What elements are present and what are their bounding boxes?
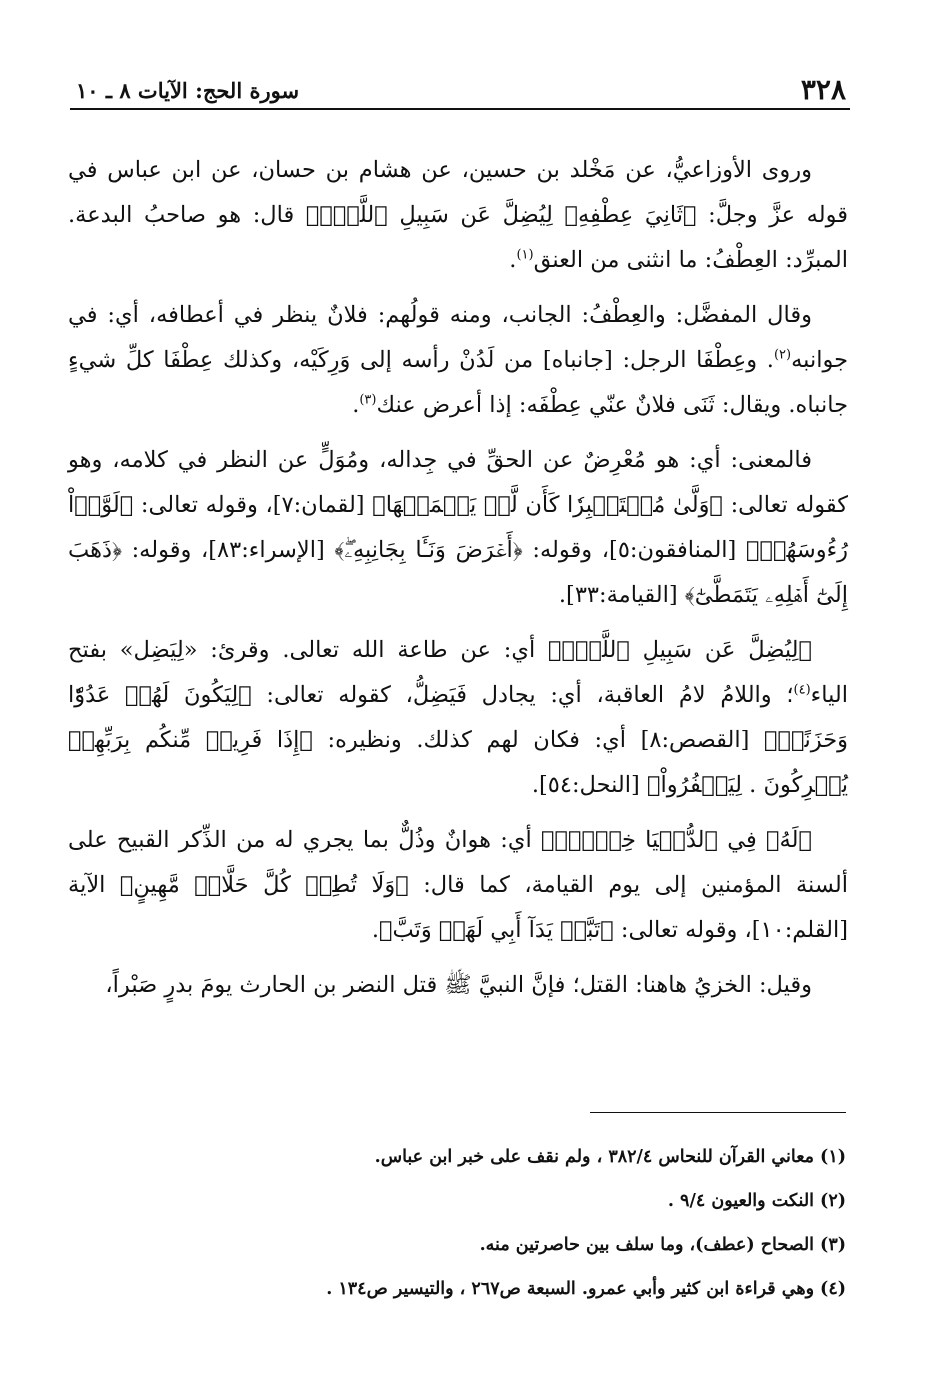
footnote-ref-3: (٣) [359, 392, 377, 408]
footnote-divider [590, 1112, 846, 1113]
quran-verse: ﴿ثَانِيَ عِطْفِهِۦ لِيُضِلَّ عَن سَبِيلِ ٱللَّهِۖ﴾ [305, 202, 697, 228]
paragraph-1: وروى الأوزاعيُّ، عن مَخْلد بن حسين، عن هشام بن حسان، عن ابن عباس في قوله عزَّ وجلَّ: ﴿ثَانِيَ عِطْفِهِۦ لِيُضِلَّ عَن سَبِيلِ ٱللَّهِۖ﴾ قال: هو صاحبُ البدعة. المبرِّد: العِطْفُ: ما انثنى من العنق$^{(١)}$. [68, 157, 848, 273]
quran-verse: ﴿لَهُۥ فِي ٱلدُّنۡيَا خِزۡيٞۖ﴾ [540, 827, 812, 853]
footnote-1: (١)معاني القرآن للنحاس ٣٨٢/٤ ، ولم نقف على خبر ابن عباس. [374, 1147, 846, 1167]
paragraph-2: وقال المفضَّل: والعِطْفُ: الجانب، ومنه قولُهم: فلانٌ ينظر في أعطافه، أي: في جوانبه$^{(٢)}$. وعِطْفَا الرجل: [جانباه] من لَدُنْ رأسه إلى وَرِكَيْه، وكذلك عِطْفَا كلِّ شيءٍ جانباه. ويقال: ثَنَى فلانٌ عنّي عِطْفَه: إذا أعرض عنك$^{(٣)}$. [68, 302, 848, 418]
footnote-3: (٣)الصحاح (عطف)، وما سلف بين حاصرتين منه. [479, 1235, 846, 1255]
quran-verse: ﴿وَلَا تُطِعۡ كُلَّ حَلَّافٖ مَّهِينٍ﴾ [119, 872, 409, 898]
quran-verse: ﴿أَعۡرَضَ وَنَـَٔا بِجَانِبِهِۦۖ﴾ [334, 537, 523, 563]
footnote-2: (٢)النكت والعيون ٩/٤ . [667, 1191, 846, 1211]
footnote-ref-1: (١) [516, 247, 534, 263]
page-number: ٣٢٨ [800, 73, 846, 106]
main-text [68, 148, 848, 1018]
quran-verse: ﴿وَلَّىٰ مُسۡتَكۡبِرٗا كَأَن لَّمۡ يَسۡمَعۡهَا﴾ [372, 492, 723, 518]
paragraph-5: ﴿لَهُۥ فِي ٱلدُّنۡيَا خِزۡيٞۖ﴾ أي: هوانٌ وذُلٌّ بما يجري له من الذِّكر القبيح على ألسنة المؤمنين إلى يوم القيامة، كما قال: ﴿وَلَا تُطِعۡ كُلَّ حَلَّافٖ مَّهِينٍ﴾ الآية [القلم:١٠]، وقوله تعالى: ﴿تَبَّتۡ يَدَآ أَبِي لَهَبٖ وَتَبَّ﴾. [68, 827, 848, 943]
quran-verse: ﴿تَبَّتۡ يَدَآ أَبِي لَهَبٖ وَتَبَّ﴾ [379, 917, 614, 943]
quran-verse: ﴿إِذَا فَرِيقٞ مِّنكُم بِرَبِّهِمۡ يُشۡرِكُونَ . لِيَكۡفُرُواْ﴾ [68, 727, 848, 798]
paragraph-6: وقيل: الخزيُ هاهنا: القتل؛ فإنَّ النبيَّ ﷺ قتل النضر بن الحارث يومَ بدرٍ صَبْراً، [105, 972, 812, 998]
footnote-ref-2: (٢) [773, 347, 792, 363]
footnote-ref-4: (٤) [793, 682, 811, 698]
paragraph-4: ﴿لِيُضِلَّ عَن سَبِيلِ ٱللَّهِۖ﴾ أي: عن طاعة الله تعالى. وقرئ: «لِيَضِل» بفتح الياء$^{(٤)}$؛ واللامُ لامُ العاقبة، أي: يجادل فَيَضِلُّ، كقوله تعالى: ﴿لِيَكُونَ لَهُمۡ عَدُوّٗا وَحَزَنًاۗ﴾ [القصص:٨] أي: فكان لهم كذلك. ونظيره: ﴿إِذَا فَرِيقٞ مِّنكُم بِرَبِّهِمۡ يُشۡرِكُونَ . لِيَكۡفُرُواْ﴾ [النحل:٥٤]. [68, 637, 849, 798]
quran-verse: ﴿لِيُضِلَّ عَن سَبِيلِ ٱللَّهِۖ﴾ [548, 637, 812, 663]
quran-verse: ﴿لِيَكُونَ لَهُمۡ عَدُوّٗا وَحَزَنًاۗ﴾ [68, 682, 848, 753]
quran-verse: ﴿ذَهَبَ إِلَىٰٓ أَهۡلِهِۦ يَتَمَطَّىٰٓ﴾ [68, 537, 848, 608]
footnote-4: (٤)وهي قراءة ابن كثير وأبي عمرو. السبعة ص٢٦٧ ، والتيسير ص١٣٤ . [326, 1279, 846, 1299]
quran-verse: ﴿لَوَّوۡاْ رُءُوسَهُمۡ﴾ [68, 492, 849, 563]
paragraph-3: فالمعنى: أي: هو مُعْرِضٌ عن الحقِّ في جِداله، ومُوَلٍّ عن النظر في كلامه، وهو كقوله تعالى: ﴿وَلَّىٰ مُسۡتَكۡبِرٗا كَأَن لَّمۡ يَسۡمَعۡهَا﴾ [لقمان:٧]، وقوله تعالى: ﴿لَوَّوۡاْ رُءُوسَهُمۡ﴾ [المنافقون:٥]، وقوله: ﴿أَعۡرَضَ وَنَـَٔا بِجَانِبِهِۦۖ﴾ [الإسراء:٨٣]، وقوله: ﴿ذَهَبَ إِلَىٰٓ أَهۡلِهِۦ يَتَمَطَّىٰٓ﴾ [القيامة:٣٣]. [68, 447, 849, 608]
running-title: سورة الحج: الآيات ٨ ـ ١٠ [76, 78, 300, 103]
page-header [70, 66, 850, 110]
footnotes [70, 1146, 846, 1322]
